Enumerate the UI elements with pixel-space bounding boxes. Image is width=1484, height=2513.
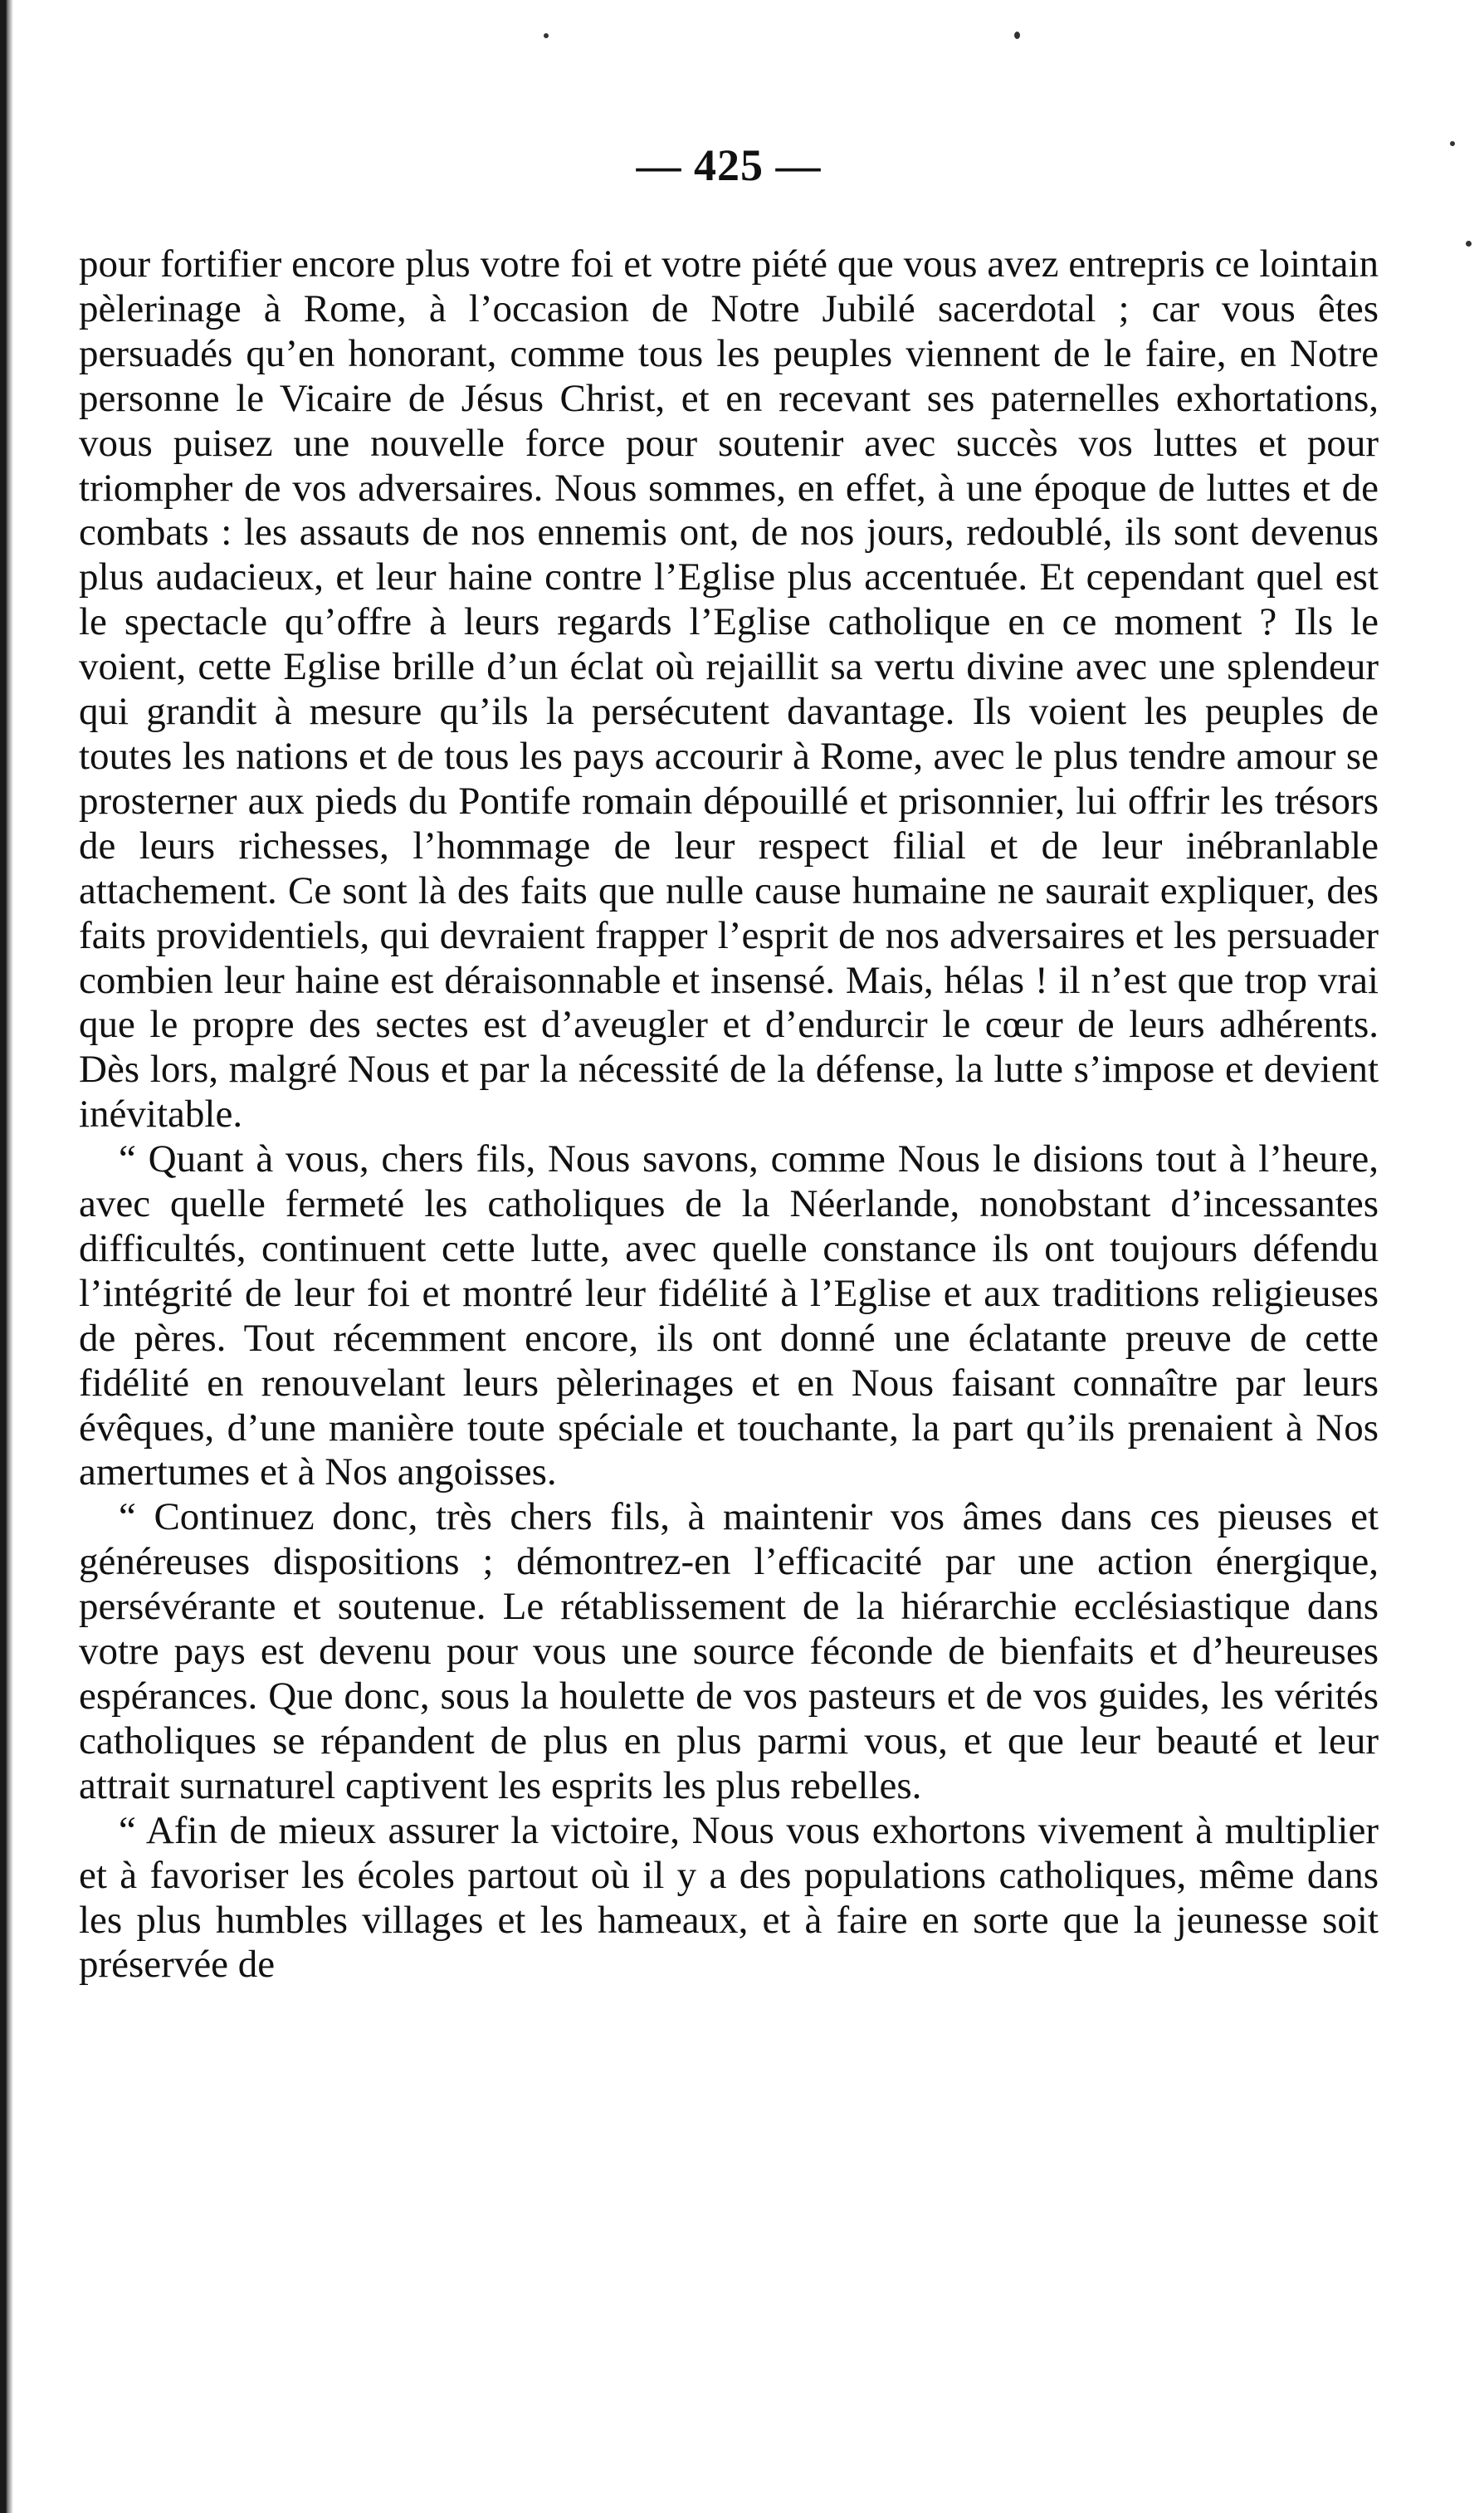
print-speck	[544, 33, 549, 38]
page-edge-shadow	[0, 0, 13, 2513]
print-speck	[1450, 141, 1455, 146]
print-speck	[1466, 241, 1472, 247]
page-number: — 425 —	[636, 140, 822, 190]
paragraph-2: “ Quant à vous, chers fils, Nous savons, comme Nous le disions tout à l’heure, avec quelle fermeté les catholiques de la Néerlande, nonobstant d’incessantes difficultés, continuent cette lutte, avec quelle constance ils ont toujours défendu l’intégrité de leur foi et montré leur fidélité à l’Eglise et aux traditions religieuses de pères. Tout récemment encore, ils ont donné une éclatante preuve de cette fidélité en renouvelant leurs pèlerinages et en Nous faisant connaître par leurs évêques, d’une manière toute spéciale et touchante, la part qu’ils prenaient à Nos amertumes et à Nos angoisses.	[79, 1137, 1379, 1494]
print-speck	[1014, 32, 1020, 39]
paragraph-4: “ Afin de mieux assurer la victoire, Nous vous exhortons vivement à multiplier et à favoriser les écoles partout où il y a des populations catholiques, même dans les plus humbles villages et les hameaux, et à faire en sorte que la jeunesse soit préservée de	[79, 1808, 1379, 1987]
paragraph-3: “ Continuez donc, très chers fils, à maintenir vos âmes dans ces pieuses et généreuses dispositions ; démontrez-en l’efficacité par une action énergique, persévérante et soutenue. Le rétablissement de la hiérarchie ecclésiastique dans votre pays est devenu pour vous une source féconde de bienfaits et d’heureuses espérances. Que donc, sous la houlette de vos pasteurs et de vos guides, les vérités catholiques se répandent de plus en plus parmi vous, et que leur beauté et leur attrait surnaturel captivent les esprits les plus rebelles.	[79, 1495, 1379, 1807]
paragraph-1: pour fortifier encore plus votre foi et votre piété que vous avez entrepris ce lointain pèlerinage à Rome, à l’occasion de Notre Jubilé sacerdotal ; car vous êtes persuadés qu’en honorant, comme tous les peuples viennent de le faire, en Notre personne le Vicaire de Jésus Christ, et en recevant ses paternelles exhortations, vous puisez une nouvelle force pour soutenir avec succès vos luttes et pour triompher de vos adversaires. Nous sommes, en effet, à une époque de luttes et de combats : les assauts de nos ennemis ont, de nos jours, redoublé, ils sont devenus plus audacieux, et leur haine contre l’Eglise plus accentuée. Et cependant quel est le spectacle qu’offre à leurs regards l’Eglise catholique en ce moment ? Ils le voient, cette Eglise brille d’un éclat où rejaillit sa vertu divine avec une splendeur qui grandit à mesure qu’ils la persécutent davantage. Ils voient les peuples de toutes les nations et de tous les pays accourir à Rome, avec le plus tendre amour se prosterner aux pieds du Pontife romain dépouillé et prisonnier, lui offrir les trésors de leurs richesses, l’hommage de leur respect filial et de leur inébranlable attachement. Ce sont là des faits que nulle cause humaine ne saurait expliquer, des faits providentiels, qui devraient frapper l’esprit de nos adversaires et les persuader combien leur haine est déraisonnable et insensé. Mais, hélas ! il n’est que trop vrai que le propre des sectes est d’aveugler et d’endurcir le cœur de leurs adhérents. Dès lors, malgré Nous et par la nécessité de la défense, la lutte s’impose et devient inévitable.	[79, 242, 1379, 1137]
book-page	[79, 125, 1379, 1987]
